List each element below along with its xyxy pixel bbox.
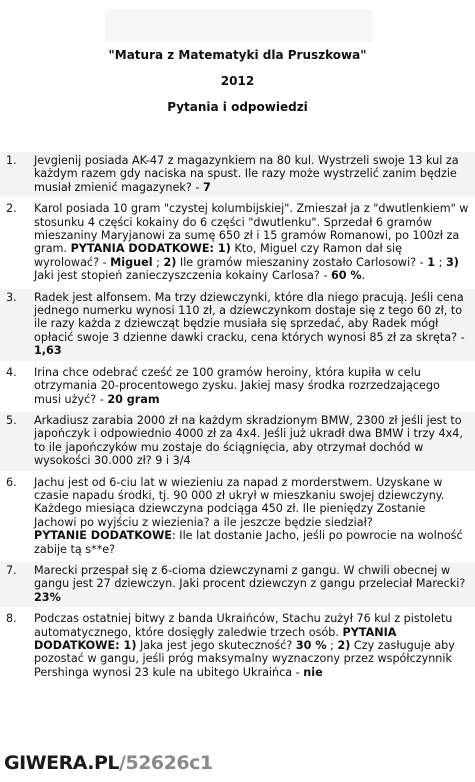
question-text: Irina chce odebrać cześć ze 100 gramów heroiny, która kupiła w celu otrzymania 20-procentowego zysku. Jakiej masy środka rozrzedzającego musi użyć? - 20 gram [34, 365, 440, 406]
answer: 30 % [295, 639, 327, 652]
answer: 7 [202, 180, 211, 194]
answer: 1 [427, 255, 436, 269]
answer: Miguel [110, 255, 153, 269]
answer: 60 % [330, 269, 362, 283]
question-item-3 [0, 289, 475, 361]
question-number: 7. [6, 563, 17, 577]
blank-header-box [105, 10, 373, 42]
question-text: Podczas ostatniej bitwy z banda Ukraińców, Stachu zużył 76 kul z pistoletu automatycznego, które dosięgły zaledwie trzech osób. PYTANIA DODATKOWE: 1) Jaka jest jego skuteczność? 30 % ; 2) Czy zasługuje aby pozostać w gangu, jeśli próg maksymalny wyznaczony przez współczynnik Pershinga wynosi 23 kule na ubitego Ukraińca - nie [34, 612, 455, 679]
watermark-site: GIWERA.PL [4, 752, 120, 774]
answer: 1,63 [34, 344, 62, 358]
question-item-1 [0, 152, 475, 197]
document-title: "Matura z Matematyki dla Pruszkowa" [108, 48, 367, 62]
question-number: 8. [6, 612, 17, 626]
question-text: Arkadiusz zarabia 2000 zł na każdym skradzionym BMW, 2300 zł jeśli jest to japończyk i odpowiednio 4000 zł za 4x4. Jeśli już ukradł dwa BMW i trzy 4x4, to ile japończyków mu zostaje do ściągnięcia, aby otrzymał dochód w wysokości 30.000 zł? 9 i 3/4 [34, 413, 463, 468]
question-number: 4. [6, 365, 17, 379]
question-item-2 [0, 200, 475, 285]
answer: 20 gram [107, 392, 160, 406]
question-item-6 [0, 474, 475, 559]
question-number: 5. [6, 413, 17, 427]
question-number: 6. [6, 475, 17, 489]
question-number: 3. [6, 290, 17, 304]
document-subtitle: Pytania i odpowiedzi [167, 100, 308, 114]
document-header [0, 0, 475, 140]
question-text: Karol posiada 10 gram "czystej kolumbijskiej". Zmieszał ja z "dwutlenkiem" w stosunku 4 części kokainy do 6 części "dwutlenku". Sprzedał 6 gramów mieszaniny Maryjanowi za sumę 650 zł i 15 gramów Romanowi, po 100zł za gram. PYTANIA DODATKOWE: 1) Kto, Miguel czy Ramon dał się wyrolować? - Miguel ; 2) Ile gramów mieszaniny zostało Carlosowi? - 1 ; 3) Jaki jest stopień zanieczyszczenia kokainy Carlosa? - 60 %. [34, 202, 469, 283]
document-year: 2012 [220, 74, 255, 88]
question-text: Jevgienij posiada AK-47 z magazynkiem na 80 kul. Wystrzeli swoje 13 kul za każdym razem gdy naciska na spust. Ile razy może wystrzelić zanim będzie musiał zmienić magazynek? - 7 [34, 154, 459, 194]
question-item-5 [0, 412, 475, 471]
question-number: 1. [6, 154, 17, 167]
question-item-4 [0, 364, 475, 409]
question-text: Jachu jest od 6-ciu lat w wiezieniu za napad z morderstwem. Uzyskane w czasie napadu środki, tj. 90 000 zł ukrył w mieszkaniu swojej dziewczyny. Każdego miesiąca dziewczyna podciąga 450 zł. Ile pieniędzy Zostanie Jachowi po wyjściu z wiezienia? a ile jeszcze będzie siedział? PYTANIE DODATKOWE: Ile lat dostanie Jacho, jeśli po powrocie na wolność zabije tą s**e? [34, 475, 463, 556]
question-text: Radek jest alfonsem. Ma trzy dziewczynki, które dla niego pracują. Jeśli cena jednego numerku wynosi 110 zł, a dziewczynkom dostaje się z tego 60 zł, to ile razy każda z dziewcząt będzie musiała się sprzedać, aby Radek mógł opłacić swoje 3 dzienne dawki cracku, cena których wynosi 85 zł za skręta? - 1,63 [34, 290, 465, 358]
site-watermark [4, 752, 213, 780]
question-item-8 [0, 610, 475, 682]
question-item-7 [0, 562, 475, 607]
answer: nie [303, 665, 323, 679]
question-list [0, 152, 475, 685]
question-number: 2. [6, 202, 17, 216]
question-text: Marecki przespał się z 6-cioma dziewczynami z gangu. W chwili obecnej w gangu jest 27 dziewczyn. Jaki procent dziewczyn z gangu przeleciał Marecki? 23% [34, 563, 466, 604]
watermark-id: /52626c1 [119, 752, 213, 774]
answer: 23% [34, 590, 61, 604]
